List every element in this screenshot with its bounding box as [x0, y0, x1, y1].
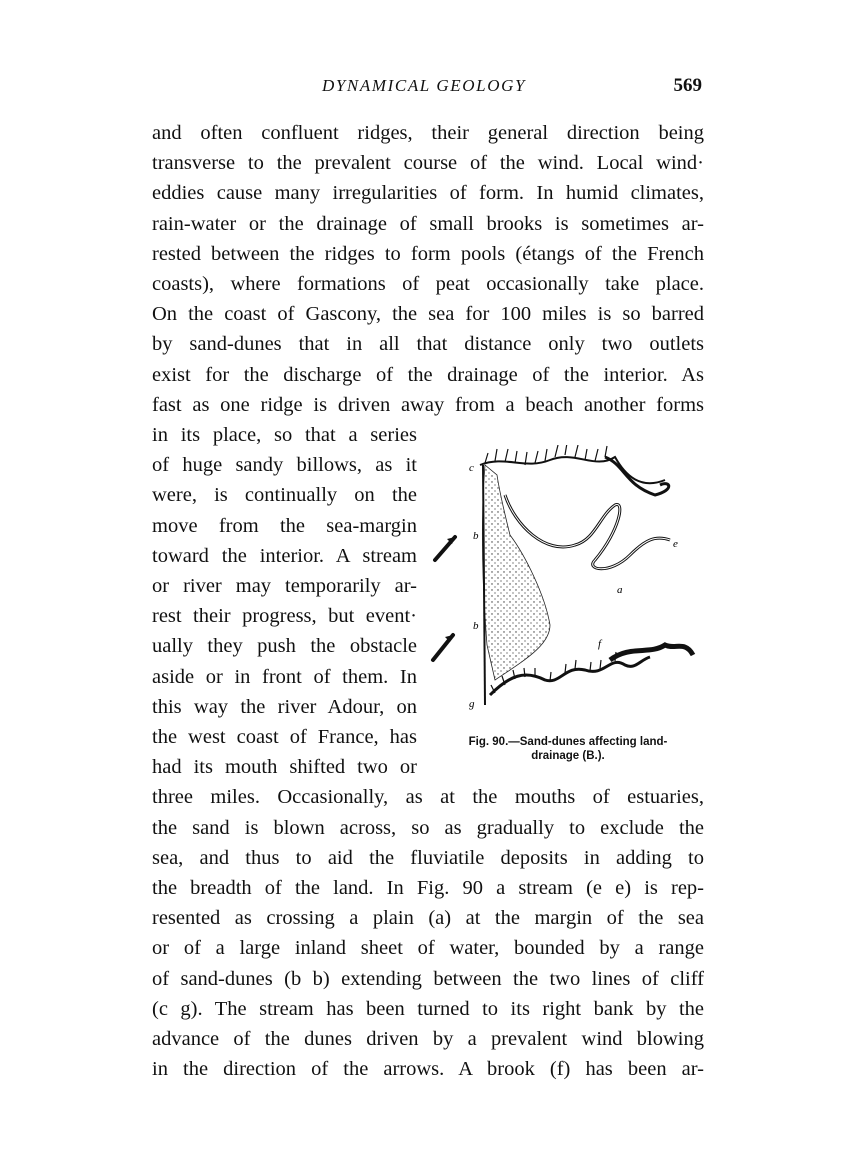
label-e: e [673, 538, 678, 550]
text-line: were, is continually on the [152, 484, 417, 506]
label-b-top: b [473, 530, 479, 542]
figure-90-illustration [425, 445, 710, 735]
running-head [150, 76, 710, 102]
caption-line-2: drainage (B.). [531, 750, 605, 762]
label-a: a [617, 584, 623, 596]
text-line: in the direction of the arrows. A brook (f) has been ar- [152, 1058, 704, 1080]
text-line: rested between the ridges to form pools (étangs of the French [152, 243, 704, 265]
text-line: move from the sea-margin [152, 515, 417, 537]
text-line: had its mouth shifted two or [152, 756, 417, 778]
caption-line-1: Fig. 90.—Sand-dunes affecting land- [468, 736, 668, 748]
figure-caption [438, 735, 698, 763]
text-line: or river may temporarily ar- [152, 575, 417, 597]
text-line: aside or in front of them. In [152, 666, 417, 688]
text-line: and often confluent ridges, their general direction being [152, 122, 704, 144]
text-line: On the coast of Gascony, the sea for 100 miles is so barred [152, 303, 704, 325]
text-line: by sand-dunes that in all that distance only two outlets [152, 333, 704, 355]
label-g: g [469, 698, 475, 710]
text-line: resented as crossing a plain (a) at the margin of the sea [152, 907, 704, 929]
text-line: sea, and thus to aid the fluviatile deposits in adding to [152, 847, 704, 869]
text-line: this way the river Adour, on [152, 696, 417, 718]
text-line: rain-water or the drainage of small brooks is sometimes ar- [152, 213, 704, 235]
text-line: toward the interior. A stream [152, 545, 417, 567]
text-line: rest their progress, but event· [152, 605, 417, 627]
text-line: of huge sandy billows, as it [152, 454, 417, 476]
text-line: exist for the discharge of the drainage of the interior. As [152, 364, 704, 386]
sand-dunes-drawing [425, 445, 710, 735]
label-b-bottom: b [473, 620, 479, 632]
text-line: fast as one ridge is driven away from a beach another forms [152, 394, 704, 416]
running-title: DYNAMICAL GEOLOGY [322, 76, 526, 95]
text-line: three miles. Occasionally, as at the mouths of estuaries, [152, 786, 704, 808]
text-line: eddies cause many irregularities of form. In humid climates, [152, 182, 704, 204]
text-line: advance of the dunes driven by a prevalent wind blowing [152, 1028, 704, 1050]
label-f: f [598, 638, 602, 650]
text-line: the sand is blown across, so as gradually to exclude the [152, 817, 704, 839]
text-line: the breadth of the land. In Fig. 90 a stream (e e) is rep- [152, 877, 704, 899]
text-line: of sand-dunes (b b) extending between the two lines of cliff [152, 968, 704, 990]
text-line: transverse to the prevalent course of the wind. Local wind· [152, 152, 704, 174]
label-c: c [469, 462, 474, 474]
text-line: in its place, so that a series [152, 424, 417, 446]
text-line: the west coast of France, has [152, 726, 417, 748]
text-line: coasts), where formations of peat occasionally take place. [152, 273, 704, 295]
text-line: or of a large inland sheet of water, bounded by a range [152, 937, 704, 959]
text-line: ually they push the obstacle [152, 635, 417, 657]
text-line: (c g). The stream has been turned to its right bank by the [152, 998, 704, 1020]
page-number: 569 [673, 75, 702, 96]
